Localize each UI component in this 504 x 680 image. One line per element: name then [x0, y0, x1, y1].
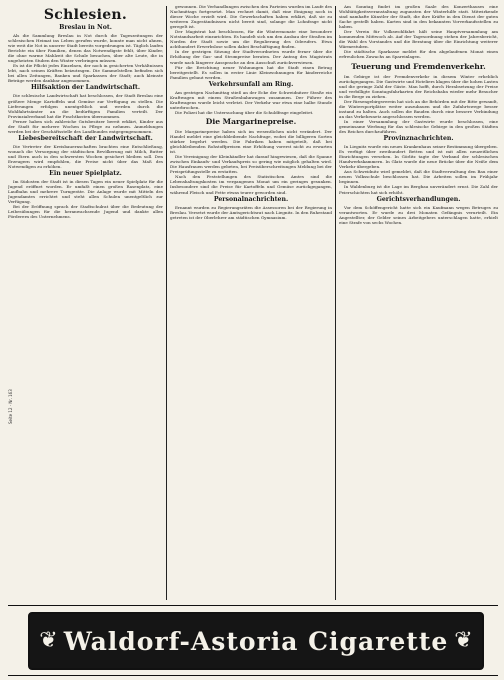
- advertisement-text: Waldorf-Astoria Cigarette: [63, 626, 449, 656]
- article-columns: [8, 4, 498, 602]
- column-2: [170, 4, 332, 602]
- article-paragraph: Am Sonntag findet im großen Saale des Konzerthauses eine Wohltätigkeitsveranstaltung zugunsten der Winterhilfe statt. Mitwirkende sind namhafte Künstler der Stadt, die ihre Kräfte in den Dienst der guten Sache gestellt haben. Karten sind in den bekannten Vorverkaufsstellen zu haben.: [339, 4, 498, 30]
- column-3: [339, 4, 498, 602]
- article-headline: Ein neuer Spielplatz.: [49, 170, 122, 178]
- article-paragraph: Aus Schweidnitz wird gemeldet, daß die Stadtverwaltung den Bau einer neuen Volksschule beschlossen hat. Die Arbeiten sollen im Frühjahr beginnen.: [339, 169, 498, 185]
- article-paragraph: Die schlesische Landwirtschaft hat beschlossen, der Stadt Breslau eine größere Menge Kartoffeln und Gemüse zur Verfügung zu stellen. Die Lieferungen erfolgen unentgeltlich und werden durch die Wohlfahrtsämter an die bedürftigen Familien verteilt. Der Provinzialverband hat die Frachtkosten übernommen.: [8, 93, 163, 119]
- article-paragraph: Die Vertreter der Kreisbauernschaften brachten eine Entschließung, wonach die Versorgung der städtischen Bevölkerung mit Milch, Butter und Eiern auch in den schwersten Wochen gesichert bleiben soll. Den Erzeugern wird empfohlen, die Preise nicht über das Maß des Notwendigen zu erhöhen.: [8, 143, 163, 170]
- column-1: [8, 4, 163, 602]
- article-paragraph: gewonnen. Die Verhandlungen zwischen den Parteien wurden im Laufe des Nachmittags fortgesetzt. Man rechnet damit, daß eine Einigung noch in dieser Woche erzielt wird. Die Gewerkschaften haben erklärt, daß sie zu weiteren Zugeständnissen nicht bereit sind, solange die Lohnfrage nicht geregelt ist.: [170, 4, 332, 30]
- article-paragraph: Für die Errichtung neuer Wohnungen hat die Stadt einen Betrag bereitgestellt. Es sollen in erster Linie Kleinwohnungen für kinderreiche Familien gebaut werden.: [170, 64, 332, 80]
- article-paragraph: Ernannt wurden zu Regierungsräten die Assessoren bei der Regierung in Breslau. Versetzt wurde der Amtsgerichtsrat nach Liegnitz. In den Ruhestand getreten ist der Oberlehrer am städtischen Gymnasium.: [170, 204, 332, 220]
- column-rule: [335, 6, 336, 600]
- article-headline: Breslau in Not.: [59, 24, 112, 31]
- article-headline: Hilfsaktion der Landwirtschaft.: [30, 84, 141, 92]
- article-headline-large: Teuerung und Fremdenverkehr.: [351, 61, 486, 71]
- article-paragraph: Der Verein für Volkswohlfahrt hält seine Hauptversammlung am kommenden Mittwoch ab. Auf der Tagesordnung stehen der Jahresbericht, die Wahl des Vorstandes und die Beratung über die Einrichtung weiterer Wärmestuben.: [339, 29, 498, 50]
- article-paragraph: Die Polizei hat die Untersuchung über die Schuldfrage eingeleitet.: [175, 109, 314, 115]
- article-paragraph: Die Vereinigung der Kleinhändler hat darauf hingewiesen, daß die Spanne zwischen Einkaufs- und Verkaufspreis so gering wie möglich gehalten wird. Die Hausfrauen werden gebeten, bei Preisüberschreitungen Meldung bei der Preisprüfungsstelle zu erstatten.: [170, 154, 332, 175]
- article-paragraph: Es ist die Pflicht jedes Einzelnen, der noch in gesicherten Verhältnissen lebt, nach seinen Kräften beizutragen. Die Sammelstellen befinden sich bei allen Zeitungen, Banken und Sparkassen der Stadt; auch kleinste Beträge werden dankbar angenommen.: [8, 63, 163, 84]
- newspaper-page: [8, 4, 498, 676]
- article-headline: Provinznachrichten.: [383, 135, 454, 143]
- article-headline: Liebesbereitschaft der Landwirtschaft.: [18, 134, 153, 142]
- advertisement-banner: [28, 612, 484, 670]
- article-paragraph: Im Gebirge ist der Fremdenverkehr in diesem Winter erheblich zurückgegangen. Die Gastwirte und Hoteliers klagen über die hohen Lasten und die geringe Zahl der Gäste. Man hofft, durch Herabsetzung der Preise und verbilligte Sonntagsfahrkarten der Reichsbahn wieder mehr Besucher in die Berge zu ziehen.: [339, 73, 498, 99]
- section-title: Schlesien.: [43, 7, 128, 23]
- article-paragraph: In Liegnitz wurde ein neues Krankenhaus seiner Bestimmung übergeben. Es verfügt über zweihundert Betten und ist mit allen neuzeitlichen Einrichtungen versehen. In Görlitz tagte der Verband der schlesischen Handwerkskammern. In Glatz wurde die neue Brücke über die Neiße dem Verkehr übergeben.: [339, 144, 498, 170]
- ad-top-rule: [8, 605, 498, 606]
- article-paragraph: Der Magistrat hat beschlossen, für die Wintermonate eine besondere Notstandsarbeit einzurichten. Es handelt sich um den Ausbau der Straßen im Norden der Stadt sowie um die Regulierung des Oderufers. Etwa achthundert Erwerbslose sollen dabei Beschäftigung finden.: [170, 29, 332, 50]
- ornament-right-icon: ❦: [454, 628, 473, 653]
- ornament-left-icon: ❦: [39, 628, 58, 653]
- column-rule: [166, 6, 167, 600]
- ad-bottom-rule: [8, 675, 498, 676]
- article-paragraph: In einer Versammlung der Gastwirte wurde beschlossen, eine gemeinsame Werbung für das schlesische Gebirge in den großen Städten des Reiches durchzuführen.: [339, 118, 498, 135]
- article-paragraph: Bei der Eröffnung sprach der Stadtschulrat über die Bedeutung der Leibesübungen für die heranwachsende Jugend und dankte allen Förderern des Unternehmens.: [8, 204, 163, 220]
- article-headline: Verkehrsunfall am Ring.: [208, 80, 294, 88]
- article-paragraph: Die Margarinepreise haben sich im wesentlichen nicht verändert. Der Handel meldet eine gleichbleibende Nachfrage, wobei die billigeren Sorten stärker begehrt werden. Die Fabriken haben mitgeteilt, daß bei gleichbleibenden Rohstoffpreisen eine Erhöhung vorerst nicht zu erwarten ist.: [170, 128, 332, 155]
- article-paragraph: In Waldenburg ist die Lage im Bergbau unverändert ernst. Die Zahl der Feierschichten hat sich erhöht.: [339, 184, 498, 195]
- article-headline: Personalnachrichten.: [213, 195, 289, 203]
- article-paragraph: Nach den Feststellungen des Statistischen Amtes sind die Lebenshaltungskosten im vergangenen Monat um ein geringes gesunken. Insbesondere sind die Preise für Kartoffeln und Gemüse zurückgegangen, während Fleisch und Fette etwas teurer geworden sind.: [170, 174, 332, 195]
- article-headline-large: Die Margarinepreise.: [205, 116, 297, 126]
- article-paragraph: In der gestrigen Sitzung der Stadtverordneten wurde ferner über die Erhöhung der Gas- und Strompreise beraten. Der Antrag des Magistrats wurde nach längerer Aussprache an den Ausschuß zurückverwiesen.: [170, 49, 332, 65]
- article-headline: Gerichtsverhandlungen.: [376, 195, 461, 203]
- article-paragraph: Als die Sammlung Breslau in Not durch die Tageszeitungen der schlesischen Heimat ins Leben gerufen wurde, konnte man nicht ahnen, wie weit die Not in unserer Stadt bereits vorgedrungen ist. Täglich laufen Berichte ein über Familien, denen das Notwendigste fehlt, über Kinder, die ohne warme Mahlzeit die Schule besuchen, über alte Leute, die in ungeheizten Stuben den Winter verbringen müssen.: [8, 33, 163, 64]
- article-paragraph: Die städtische Sparkasse meldet für den abgelaufenen Monat einen erfreulichen Zuwachs an Spareinlagen.: [339, 49, 498, 60]
- article-paragraph: Vor dem Schöffengericht hatte sich ein Kaufmann wegen Betruges zu verantworten. Er wurde zu drei Monaten Gefängnis verurteilt. Ein Angestellter, der Gelder seines Arbeitgebers unterschlagen hatte, erhielt eine Strafe von sechs Wochen.: [339, 204, 498, 225]
- article-paragraph: Der Riesengebirgsverein hat sich an die Behörden mit der Bitte gewandt, die Wintersportplätze weiter auszubauen und die Zufahrtswege besser instand zu halten. Auch sollen die Bauden durch eine bessere Verbindung an das Verkehrsnetz angeschlossen werden.: [339, 98, 498, 119]
- article-paragraph: Ferner haben sich zahlreiche Gutsbesitzer bereit erklärt, Kinder aus der Stadt für mehrere Wochen in Pflege zu nehmen. Anmeldungen werden bei der Geschäftsstelle des Landbundes entgegengenommen.: [8, 118, 163, 134]
- article-paragraph: Im Südosten der Stadt ist in diesen Tagen ein neuer Spielplatz für die Jugend eröffnet worden. Er umfaßt einen großen Rasenplatz, eine Laufbahn und mehrere Turngeräte. Die Anlage wurde mit Mitteln des Jugendamtes errichtet und steht allen Schulen unentgeltlich zur Verfügung.: [8, 179, 163, 205]
- article-paragraph: Am gestrigen Nachmittag stieß an der Ecke der Schweidnitzer Straße ein Kraftwagen mit einem Straßenbahnwagen zusammen. Der Führer des Kraftwagens wurde leicht verletzt. Der Verkehr war etwa eine halbe Stunde unterbrochen.: [170, 89, 332, 110]
- margin-note: Seite 12 · Nr. 163: [8, 389, 13, 424]
